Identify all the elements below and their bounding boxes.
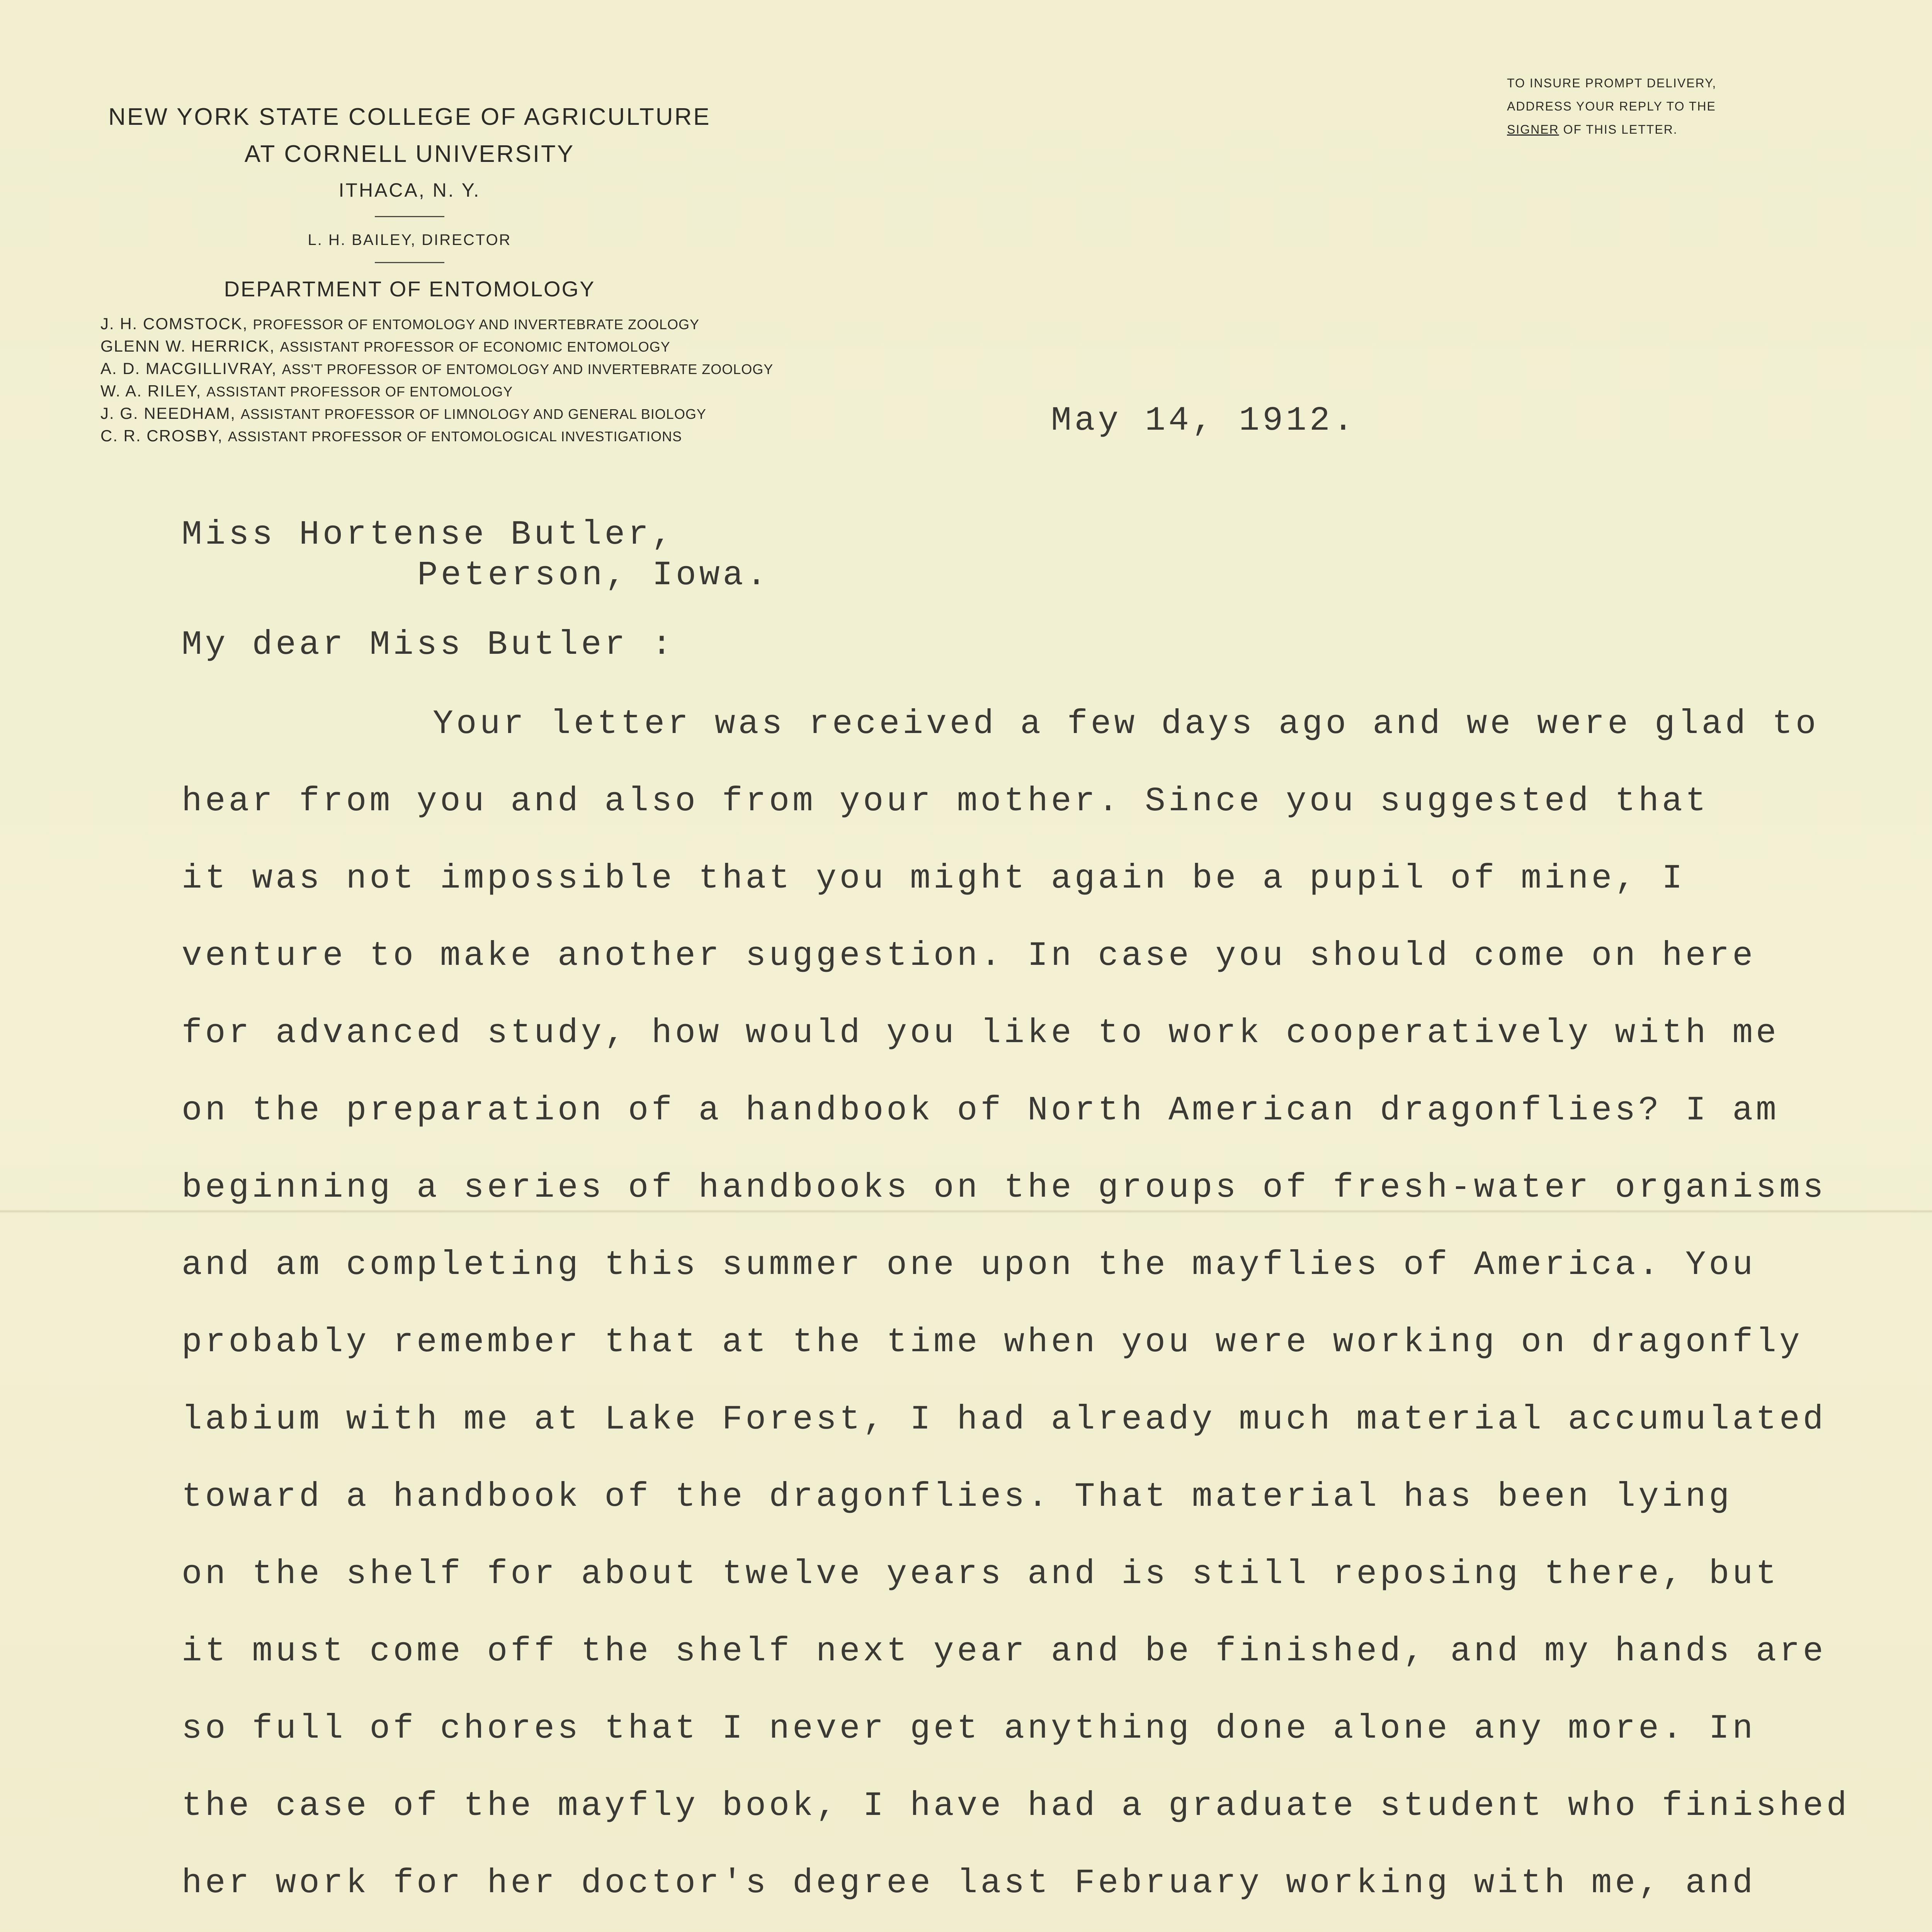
staff-entry (100, 313, 1028, 335)
body-line: her work for her doctor's degree last February working with me, and (182, 1864, 1756, 1903)
body-line: for advanced study, how would you like to work cooperatively with me (182, 1014, 1779, 1053)
notice-line (1507, 118, 1855, 141)
letterhead-department: DEPARTMENT OF ENTOMOLOGY (224, 277, 595, 301)
letter-date: May 14, 1912. (1051, 402, 1357, 440)
body-line: the case of the mayfly book, I have had a graduate student who finished (182, 1787, 1850, 1825)
notice-underlined-word: SIGNER (1507, 122, 1559, 136)
staff-name: J. H. COMSTOCK, (100, 315, 248, 333)
staff-name: C. R. CROSBY, (100, 427, 223, 445)
recipient-place: Peterson, Iowa. (417, 556, 770, 595)
staff-name: J. G. NEEDHAM, (100, 404, 236, 422)
notice-line: TO INSURE PROMPT DELIVERY, (1507, 76, 1717, 90)
staff-title: ASSISTANT PROFESSOR OF ENTOMOLOGY (206, 384, 513, 400)
recipient-name: Miss Hortense Butler, (182, 516, 675, 554)
letter-body (182, 699, 1882, 1932)
staff-title: ASSISTANT PROFESSOR OF ENTOMOLOGICAL INVESTIGATIONS (228, 429, 682, 444)
delivery-notice (1507, 71, 1855, 141)
staff-entry (100, 425, 1028, 447)
body-line: on the preparation of a handbook of North American dragonflies? I am (182, 1092, 1779, 1130)
body-line: and am completing this summer one upon the mayflies of America. You (182, 1246, 1756, 1284)
letterhead-divider (375, 216, 444, 217)
letterhead-institution: NEW YORK STATE COLLEGE OF AGRICULTURE (108, 104, 711, 130)
body-line: it was not impossible that you might again be a pupil of mine, I (182, 860, 1685, 898)
body-line: probably remember that at the time when you were working on dragonfly (182, 1323, 1803, 1362)
staff-entry (100, 403, 1028, 425)
staff-title: ASSISTANT PROFESSOR OF LIMNOLOGY AND GENERAL BIOLOGY (240, 406, 706, 422)
body-line: toward a handbook of the dragonflies. That material has been lying (182, 1478, 1733, 1516)
body-line: hear from you and also from your mother. Since you suggested that (182, 782, 1709, 821)
staff-title: ASS'T PROFESSOR OF ENTOMOLOGY AND INVERTEBRATE ZOOLOGY (282, 361, 774, 377)
body-line: labium with me at Lake Forest, I had already much material accumulated (182, 1401, 1827, 1439)
body-line: on the shelf for about twelve years and is still reposing there, but (182, 1555, 1779, 1594)
staff-entry (100, 380, 1028, 403)
staff-entry (100, 335, 1028, 358)
notice-line-rest: OF THIS LETTER. (1559, 122, 1678, 136)
letterhead-university: AT CORNELL UNIVERSITY (244, 141, 575, 167)
staff-title: PROFESSOR OF ENTOMOLOGY AND INVERTEBRATE ZOOLOGY (253, 316, 699, 332)
salutation: My dear Miss Butler : (182, 626, 675, 664)
staff-entry (100, 358, 1028, 380)
staff-title: ASSISTANT PROFESSOR OF ECONOMIC ENTOMOLOGY (280, 339, 670, 355)
letterhead-divider (375, 262, 444, 263)
body-line: beginning a series of handbooks on the groups of fresh-water organisms (182, 1169, 1827, 1207)
body-line: venture to make another suggestion. In case you should come on here (182, 937, 1756, 975)
body-line: so full of chores that I never get anything done alone any more. In (182, 1710, 1756, 1748)
notice-line: ADDRESS YOUR REPLY TO THE (1507, 99, 1716, 113)
body-line: it must come off the shelf next year and be finished, and my hands are (182, 1633, 1827, 1671)
body-line: Your letter was received a few days ago and we were glad to (433, 705, 1819, 743)
staff-list (100, 313, 1028, 447)
staff-name: A. D. MACGILLIVRAY, (100, 359, 277, 378)
staff-name: W. A. RILEY, (100, 382, 202, 400)
letterhead-location: ITHACA, N. Y. (338, 179, 481, 201)
letterhead (70, 99, 939, 306)
staff-name: GLENN W. HERRICK, (100, 337, 275, 355)
letterhead-director: L. H. BAILEY, DIRECTOR (308, 231, 512, 248)
